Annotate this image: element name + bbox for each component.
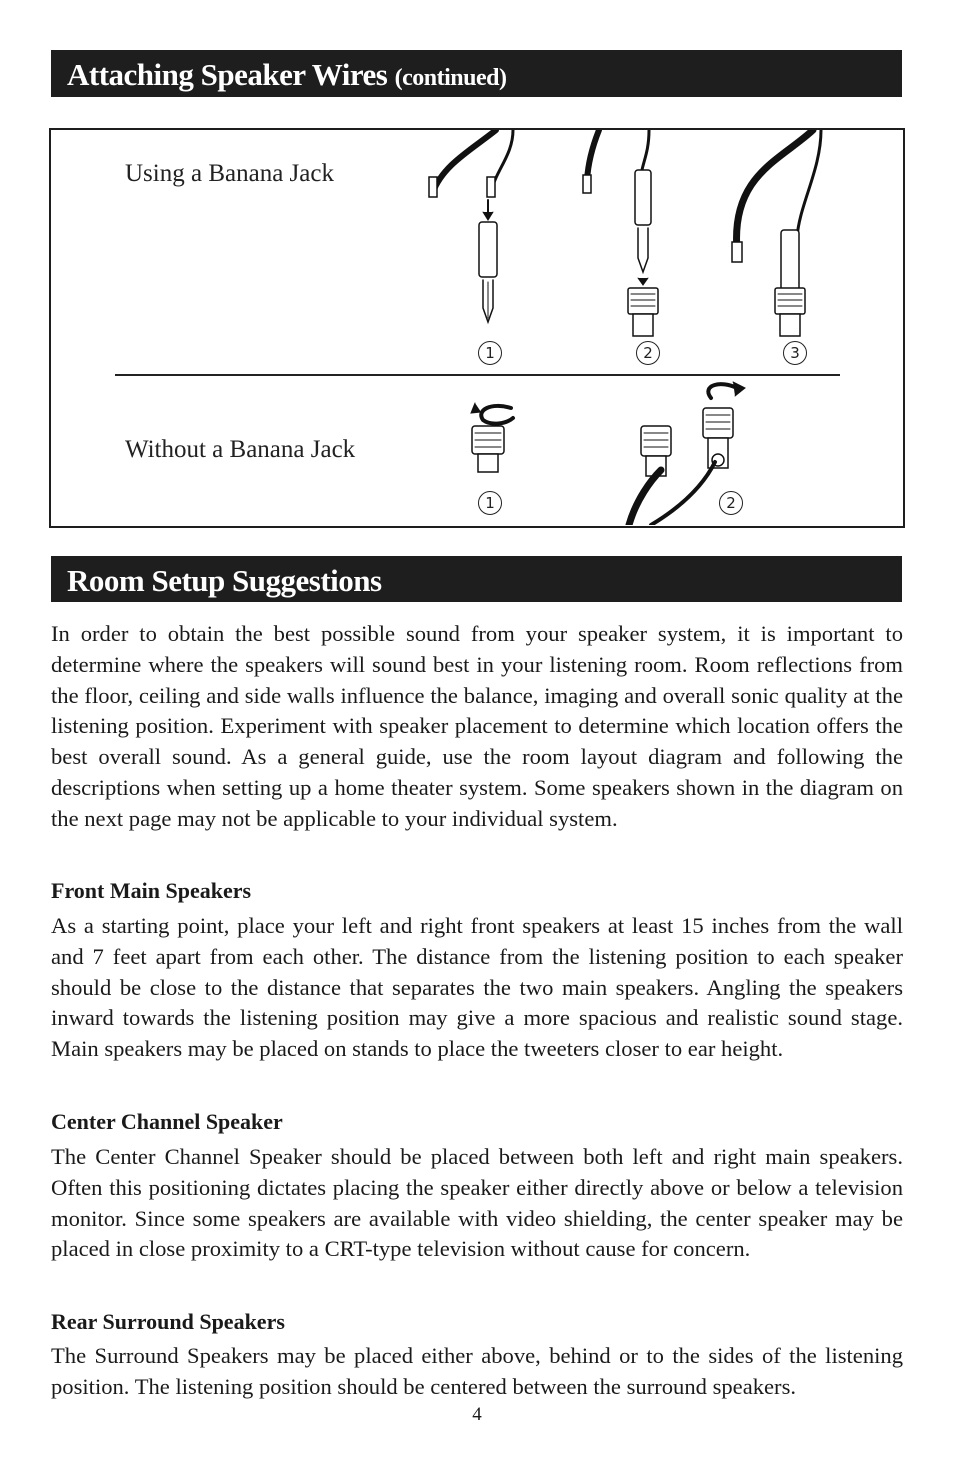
label-using-banana-jack: Using a Banana Jack (125, 160, 334, 187)
heading-center-channel: Center Channel Speaker (51, 1109, 283, 1134)
section-title: Attaching Speaker Wires (67, 57, 388, 92)
wire-illustration (51, 130, 902, 525)
paragraph-rear-surround: The Surround Speakers may be placed either above, behind or to the sides of the listening position. The listening position should be centered between the surround speakers. (51, 1343, 903, 1399)
step-number: 1 (478, 491, 502, 515)
label-without-banana-jack: Without a Banana Jack (125, 436, 356, 463)
section-header-room-setup (51, 556, 902, 602)
step-number: 3 (783, 341, 807, 365)
step-number: 2 (636, 341, 660, 365)
section-header-attaching-wires (51, 50, 902, 97)
figure-divider (115, 374, 840, 376)
step-number: 1 (478, 341, 502, 365)
heading-front-main: Front Main Speakers (51, 878, 252, 903)
intro-paragraph: In order to obtain the best possible sound from your speaker system, it is important to determine where the speakers will sound best in your listening room. Room reflections from the floor, ceiling and side walls influence the balance, imaging and overall sonic quality at the listening position. Experiment with speaker placement to determine which location offers the best overall sound. As a general guide, use the room layout diagram and following the descriptions when setting up a home theater system. Some speakers shown in the diagram on the next page may not be applicable to your individual system. (51, 621, 903, 831)
heading-rear-surround: Rear Surround Speakers (51, 1309, 285, 1334)
speaker-wire-diagram (49, 128, 905, 528)
section-title-suffix: (continued) (394, 65, 507, 91)
paragraph-front-main: As a starting point, place your left and right front speakers at least 15 inches from the wall and 7 feet apart from each other. The distance from the listening position to each speaker should be close to the distance that separates the two main speakers. Angling the speakers inward towards the listening position may give a more spacious and realistic sound stage. Main speakers may be placed on stands to place the tweeters closer to ear height. (51, 913, 903, 1062)
page-number: 4 (472, 1404, 482, 1425)
paragraph-center-channel: The Center Channel Speaker should be placed between both left and right main speakers. Often this positioning dictates placing the speaker either directly above or below a television monitor. Since some speakers are available with video shielding, the center speaker may be placed in close proximity to a CRT-type television without cause for concern. (51, 1144, 903, 1262)
step-number: 2 (719, 491, 743, 515)
section-title: Room Setup Suggestions (67, 563, 382, 598)
